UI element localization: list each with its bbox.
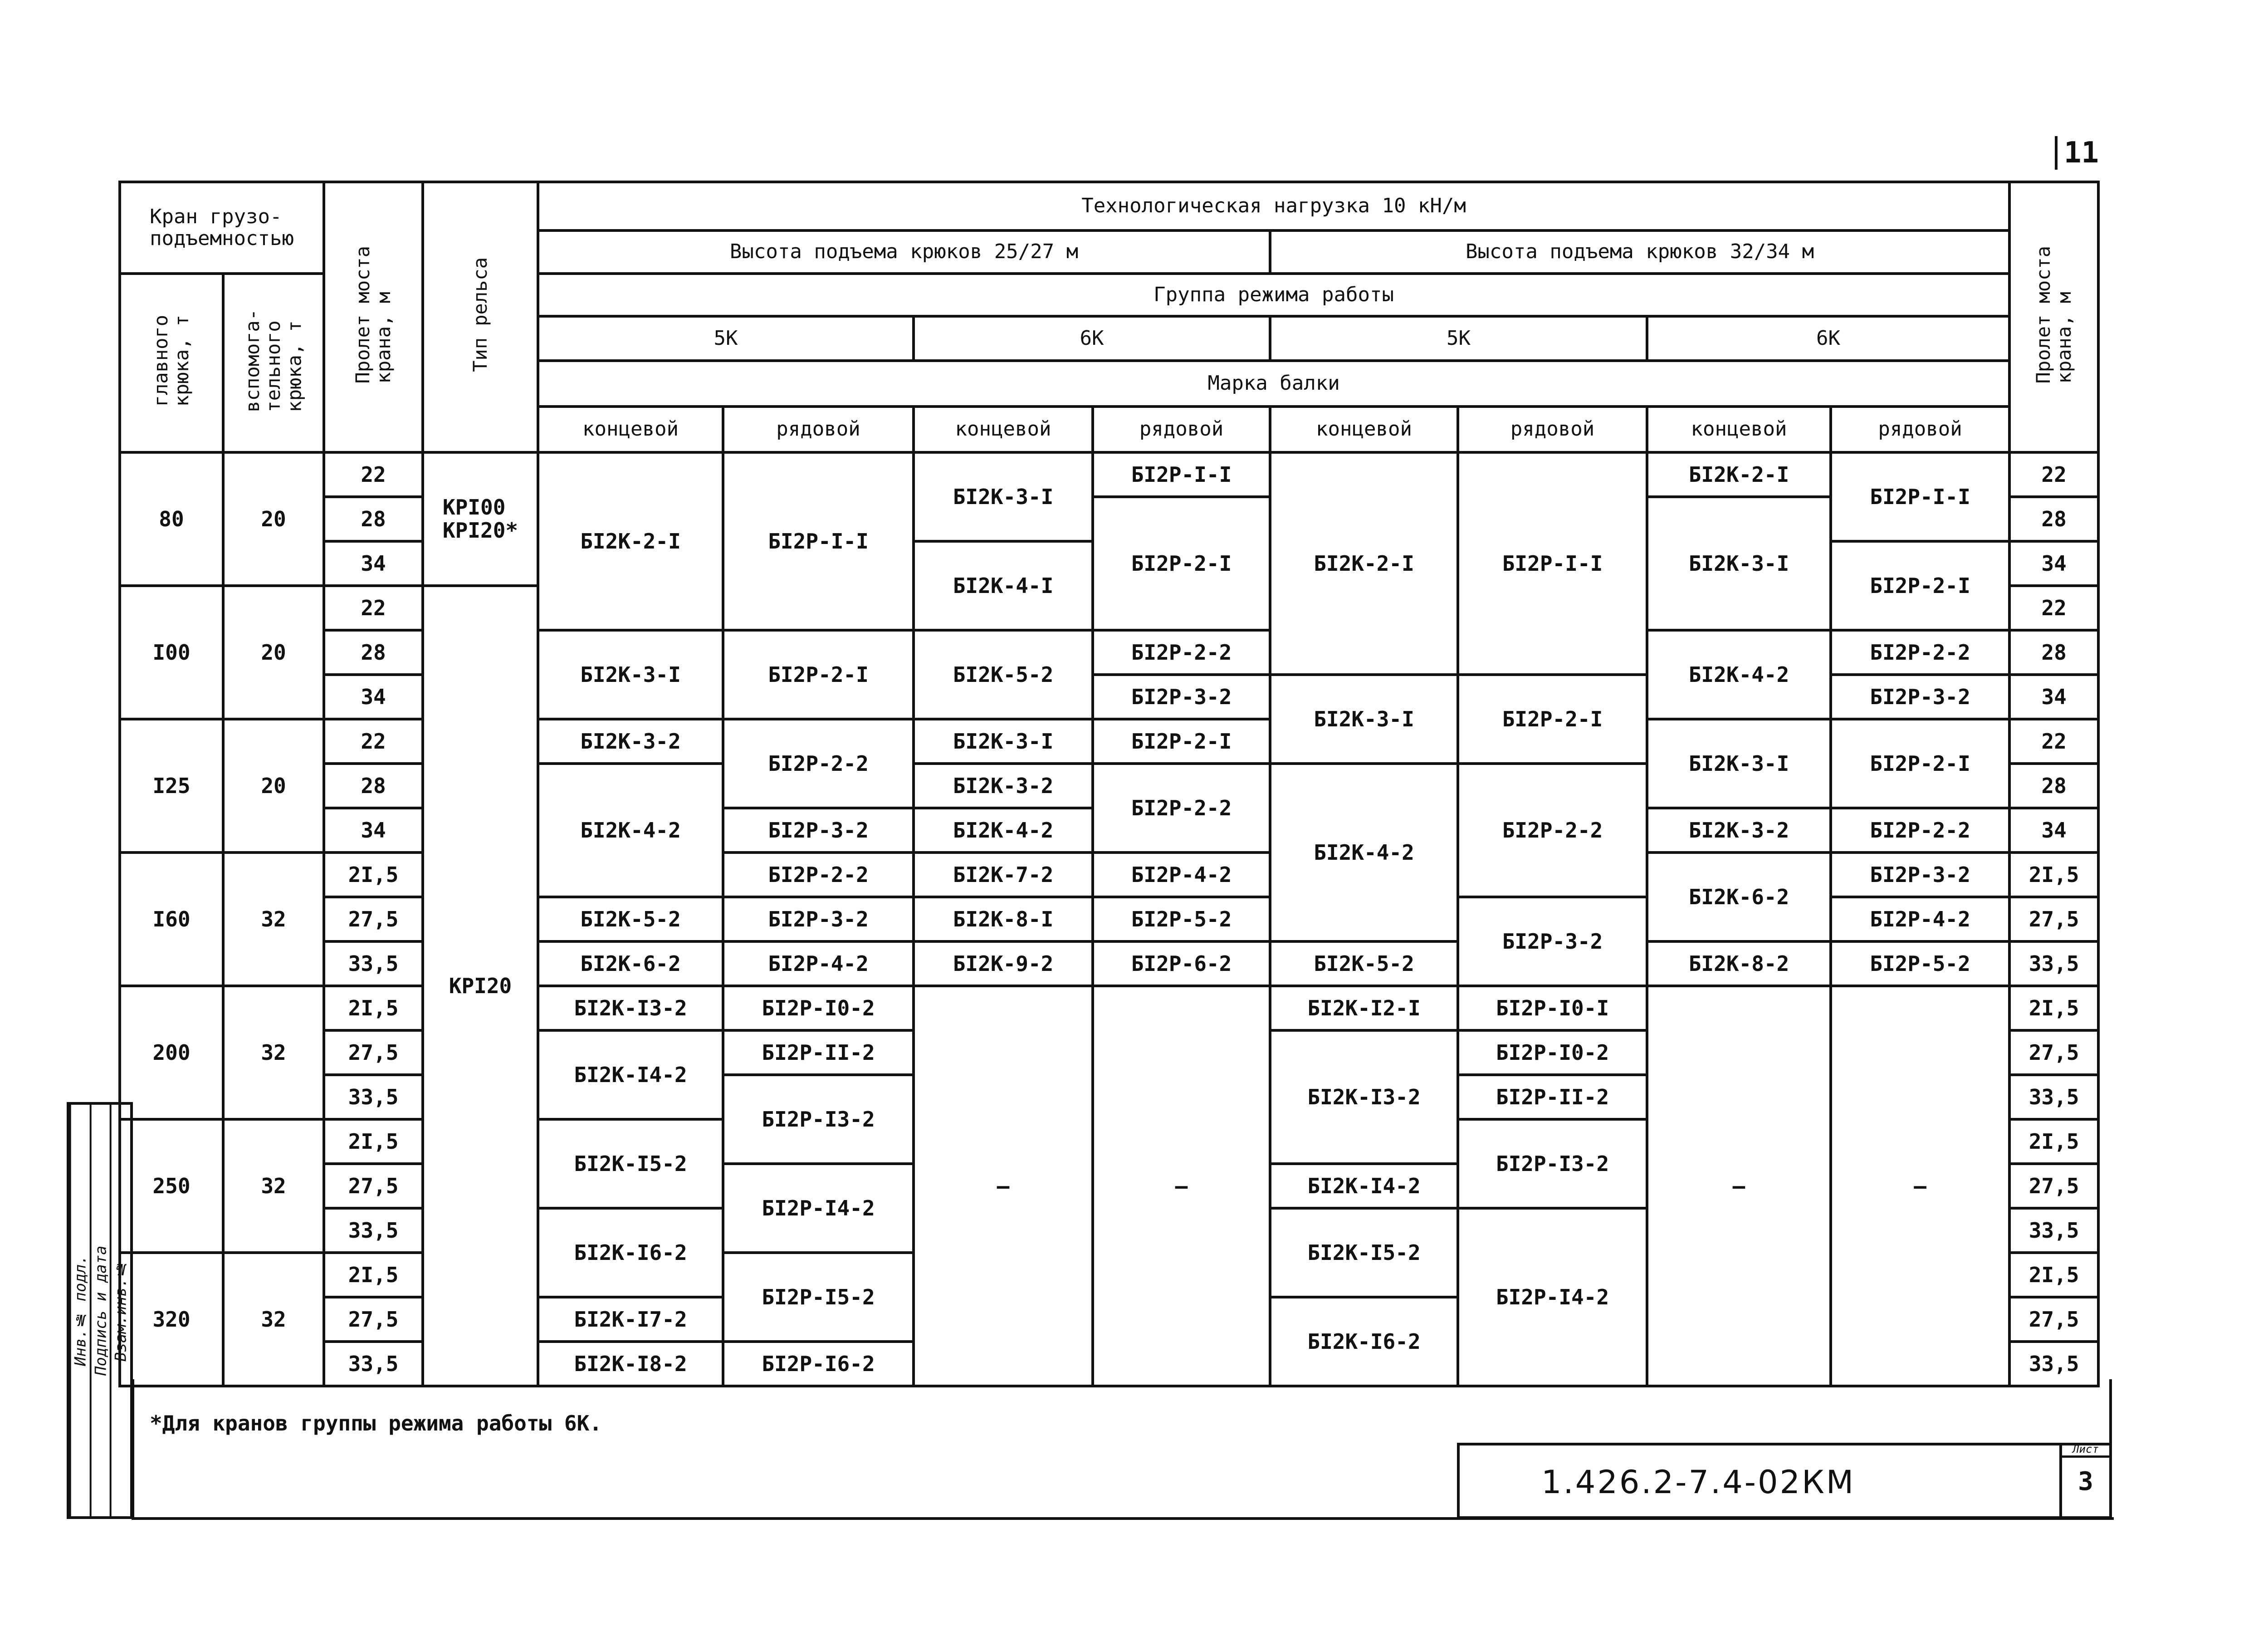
crane-span: 27,5 bbox=[324, 1030, 423, 1075]
end-beam-header: концевой bbox=[1270, 407, 1458, 452]
beam-mark: БI2Р-I3-2 bbox=[723, 1075, 914, 1164]
aux-hook-capacity: 32 bbox=[223, 852, 324, 986]
aux-hook-capacity: 32 bbox=[223, 1119, 324, 1253]
crane-span-right: 34 bbox=[2009, 675, 2098, 719]
beam-mark: БI2К-5-2 bbox=[914, 630, 1093, 719]
main-hook-capacity: I25 bbox=[120, 719, 223, 852]
beam-mark: БI2К-5-2 bbox=[538, 897, 723, 941]
height-32-34-header: Высота подъема крюков 32/34 м bbox=[1270, 230, 2009, 274]
crane-span: 34 bbox=[324, 541, 423, 586]
crane-span: 33,5 bbox=[324, 1208, 423, 1253]
rail-type: КРI00 КРI20* bbox=[423, 452, 538, 586]
beam-mark: БI2К-I7-2 bbox=[538, 1297, 723, 1342]
group-6k-header: 6К bbox=[914, 316, 1270, 361]
beam-mark: БI2Р-3-2 bbox=[723, 897, 914, 941]
beam-mark: БI2К-8-2 bbox=[1647, 941, 1831, 986]
crane-span-right: 2I,5 bbox=[2009, 1119, 2098, 1164]
span-header-right: Пролет моста крана, м bbox=[2009, 182, 2098, 452]
crane-span: 33,5 bbox=[324, 941, 423, 986]
beam-mark: БI2К-3-2 bbox=[1647, 808, 1831, 852]
not-applicable-dash: — bbox=[1647, 986, 1831, 1386]
main-hook-capacity: 80 bbox=[120, 452, 223, 586]
beam-mark: БI2Р-2-I bbox=[1093, 719, 1270, 764]
beam-mark: БI2К-4-2 bbox=[914, 808, 1093, 852]
sheet-number: 3 bbox=[2078, 1467, 2093, 1496]
aux-hook-header: вспомога- тельного крюка, т bbox=[223, 274, 324, 452]
beam-mark: БI2К-3-I bbox=[914, 452, 1093, 541]
aux-hook-capacity: 20 bbox=[223, 452, 324, 586]
beam-mark: БI2К-3-I bbox=[914, 719, 1093, 764]
rail-type-header: Тип рельса bbox=[423, 182, 538, 452]
beam-mark: БI2Р-2-2 bbox=[1831, 808, 2009, 852]
main-hook-capacity: I00 bbox=[120, 586, 223, 719]
beam-mark: БI2Р-3-2 bbox=[1831, 675, 2009, 719]
beam-mark: БI2Р-I-I bbox=[723, 452, 914, 630]
beam-mark: БI2Р-I4-2 bbox=[723, 1164, 914, 1253]
not-applicable-dash: — bbox=[1831, 986, 2009, 1386]
crane-span-right: 27,5 bbox=[2009, 1030, 2098, 1075]
beam-mark: БI2К-I3-2 bbox=[1270, 1030, 1458, 1164]
main-hook-capacity: I60 bbox=[120, 852, 223, 986]
crane-span-right: 22 bbox=[2009, 452, 2098, 497]
beam-mark: БI2Р-3-2 bbox=[1093, 675, 1270, 719]
crane-span: 33,5 bbox=[324, 1075, 423, 1119]
crane-capacity-header: Кран грузо- подъемностью bbox=[120, 182, 324, 274]
sheet-label: Лист bbox=[2062, 1443, 2109, 1458]
beam-mark: БI2К-I8-2 bbox=[538, 1342, 723, 1386]
beam-mark: БI2Р-I0-2 bbox=[1458, 1030, 1647, 1075]
beam-mark: БI2Р-2-2 bbox=[723, 852, 914, 897]
beam-mark: БI2Р-I-I bbox=[1093, 452, 1270, 497]
beam-mark-header: Марка балки bbox=[538, 361, 2009, 407]
beam-mark: БI2К-3-I bbox=[538, 630, 723, 719]
beam-mark: БI2Р-4-2 bbox=[1831, 897, 2009, 941]
beam-mark: БI2К-2-I bbox=[1270, 452, 1458, 675]
height-25-27-header: Высота подъема крюков 25/27 м bbox=[538, 230, 1270, 274]
duty-group-header: Группа режима работы bbox=[538, 274, 2009, 316]
replacement-inventory-label: Взам.инв.№ bbox=[110, 1105, 130, 1516]
not-applicable-dash: — bbox=[1093, 986, 1270, 1386]
beam-mark: БI2К-3-2 bbox=[538, 719, 723, 764]
crane-span-right: 34 bbox=[2009, 808, 2098, 852]
not-applicable-dash: — bbox=[914, 986, 1093, 1386]
crane-span: 27,5 bbox=[324, 897, 423, 941]
end-beam-header: концевой bbox=[914, 407, 1093, 452]
crane-span-right: 28 bbox=[2009, 630, 2098, 675]
main-hook-header: главного крюка, т bbox=[120, 274, 223, 452]
beam-mark: БI2Р-2-I bbox=[723, 630, 914, 719]
row-beam-header: рядовой bbox=[723, 407, 914, 452]
crane-span: 28 bbox=[324, 764, 423, 808]
beam-mark: БI2К-2-I bbox=[538, 452, 723, 630]
beam-mark: БI2Р-I0-2 bbox=[723, 986, 914, 1030]
beam-mark: БI2Р-2-I bbox=[1831, 541, 2009, 630]
beam-mark: БI2Р-2-2 bbox=[723, 719, 914, 808]
beam-mark: БI2К-3-I bbox=[1647, 719, 1831, 808]
beam-mark: БI2К-3-2 bbox=[914, 764, 1093, 808]
crane-span: 33,5 bbox=[324, 1342, 423, 1386]
aux-hook-capacity: 32 bbox=[223, 986, 324, 1119]
beam-mark: БI2Р-I0-I bbox=[1458, 986, 1647, 1030]
beam-mark: БI2Р-2-I bbox=[1093, 497, 1270, 630]
beam-mark: БI2К-8-I bbox=[914, 897, 1093, 941]
beam-mark: БI2Р-3-2 bbox=[1458, 897, 1647, 986]
crane-span-right: 27,5 bbox=[2009, 1164, 2098, 1208]
beam-mark: БI2Р-3-2 bbox=[723, 808, 914, 852]
crane-span: 28 bbox=[324, 630, 423, 675]
table-row bbox=[120, 941, 2098, 986]
crane-span-right: 33,5 bbox=[2009, 1208, 2098, 1253]
row-beam-header: рядовой bbox=[1458, 407, 1647, 452]
tech-load-header: Технологическая нагрузка 10 кН/м bbox=[538, 182, 2009, 230]
beam-mark: БI2Р-2-2 bbox=[1458, 764, 1647, 897]
span-header: Пролет моста крана, м bbox=[324, 182, 423, 452]
crane-span: 2I,5 bbox=[324, 986, 423, 1030]
beam-mark: БI2К-9-2 bbox=[914, 941, 1093, 986]
beam-mark: БI2Р-2-I bbox=[1458, 675, 1647, 764]
side-stamp-strip bbox=[67, 1102, 133, 1519]
main-hook-capacity: 200 bbox=[120, 986, 223, 1119]
crane-span: 27,5 bbox=[324, 1164, 423, 1208]
beam-mark: БI2К-4-2 bbox=[1647, 630, 1831, 719]
beam-mark: БI2Р-2-2 bbox=[1093, 764, 1270, 852]
crane-span: 34 bbox=[324, 808, 423, 852]
beam-mark: БI2Р-I5-2 bbox=[723, 1253, 914, 1342]
beam-mark: БI2Р-II-2 bbox=[1458, 1075, 1647, 1119]
beam-mark: БI2К-6-2 bbox=[1647, 852, 1831, 941]
crane-span: 34 bbox=[324, 675, 423, 719]
beam-mark: БI2Р-I6-2 bbox=[723, 1342, 914, 1386]
beam-mark: БI2Р-6-2 bbox=[1093, 941, 1270, 986]
beam-mark: БI2Р-4-2 bbox=[723, 941, 914, 986]
table-row bbox=[120, 852, 2098, 897]
title-block bbox=[1457, 1443, 2112, 1519]
table-row bbox=[120, 719, 2098, 764]
beam-mark: БI2Р-I4-2 bbox=[1458, 1208, 1647, 1386]
crane-span-right: 2I,5 bbox=[2009, 1253, 2098, 1297]
beam-mark: БI2К-5-2 bbox=[1270, 941, 1458, 986]
crane-span-right: 22 bbox=[2009, 719, 2098, 764]
beam-mark: БI2К-2-I bbox=[1647, 452, 1831, 497]
beam-mark: БI2Р-I-I bbox=[1458, 452, 1647, 675]
beam-mark: БI2Р-I-I bbox=[1831, 452, 2009, 541]
beam-mark: БI2К-I5-2 bbox=[1270, 1208, 1458, 1297]
beam-mark: БI2К-I6-2 bbox=[538, 1208, 723, 1297]
beam-mark: БI2Р-II-2 bbox=[723, 1030, 914, 1075]
beam-mark: БI2Р-4-2 bbox=[1093, 852, 1270, 897]
crane-span-right: 33,5 bbox=[2009, 1342, 2098, 1386]
beam-mark: БI2Р-2-2 bbox=[1831, 630, 2009, 675]
inventory-number-label: Инв.№ подл. bbox=[69, 1105, 90, 1516]
beam-mark: БI2К-6-2 bbox=[538, 941, 723, 986]
crane-span-right: 33,5 bbox=[2009, 1075, 2098, 1119]
crane-span-right: 2I,5 bbox=[2009, 986, 2098, 1030]
beam-mark: БI2К-I6-2 bbox=[1270, 1297, 1458, 1386]
end-beam-header: концевой bbox=[1647, 407, 1831, 452]
signature-date-label: Подпись и дата bbox=[90, 1105, 110, 1516]
aux-hook-capacity: 32 bbox=[223, 1253, 324, 1386]
beam-mark: БI2К-I5-2 bbox=[538, 1119, 723, 1208]
table-row bbox=[120, 630, 2098, 675]
crane-span: 2I,5 bbox=[324, 1253, 423, 1297]
beam-mark: БI2Р-5-2 bbox=[1831, 941, 2009, 986]
crane-span: 28 bbox=[324, 497, 423, 541]
beam-mark: БI2К-4-2 bbox=[538, 764, 723, 897]
beam-mark: БI2К-I2-I bbox=[1270, 986, 1458, 1030]
rail-type: КРI20 bbox=[423, 586, 538, 1386]
beam-mark: БI2К-3-I bbox=[1647, 497, 1831, 630]
beam-mark: БI2К-4-I bbox=[914, 541, 1093, 630]
crane-span: 27,5 bbox=[324, 1297, 423, 1342]
group-5k-header: 5К bbox=[538, 316, 914, 361]
row-beam-header: рядовой bbox=[1831, 407, 2009, 452]
crane-span-right: 28 bbox=[2009, 497, 2098, 541]
crane-span-right: 22 bbox=[2009, 586, 2098, 630]
footnote: *Для кранов группы режима работы 6К. bbox=[150, 1411, 602, 1435]
crane-span: 22 bbox=[324, 586, 423, 630]
beam-mark: БI2К-3-I bbox=[1270, 675, 1458, 764]
beam-mark: БI2К-4-2 bbox=[1270, 764, 1458, 941]
beam-mark: БI2К-I3-2 bbox=[538, 986, 723, 1030]
beam-mark: БI2К-I4-2 bbox=[538, 1030, 723, 1119]
page-number: 11 bbox=[2055, 136, 2099, 170]
crane-span-right: 28 bbox=[2009, 764, 2098, 808]
document-code: 1.426.2-7.4-02КМ bbox=[1541, 1464, 1856, 1501]
crane-span-right: 33,5 bbox=[2009, 941, 2098, 986]
table-row bbox=[120, 986, 2098, 1030]
group-6k-header: 6К bbox=[1647, 316, 2009, 361]
main-hook-capacity: 320 bbox=[120, 1253, 223, 1386]
beam-mark: БI2Р-I3-2 bbox=[1458, 1119, 1647, 1208]
aux-hook-capacity: 20 bbox=[223, 586, 324, 719]
beam-selection-table bbox=[118, 181, 2100, 1387]
crane-span: 22 bbox=[324, 452, 423, 497]
crane-span-right: 27,5 bbox=[2009, 897, 2098, 941]
beam-mark: БI2Р-2-I bbox=[1831, 719, 2009, 808]
crane-span: 2I,5 bbox=[324, 852, 423, 897]
beam-mark: БI2К-I4-2 bbox=[1270, 1164, 1458, 1208]
crane-span-right: 34 bbox=[2009, 541, 2098, 586]
crane-span: 22 bbox=[324, 719, 423, 764]
beam-mark: БI2К-7-2 bbox=[914, 852, 1093, 897]
sheet-box bbox=[2059, 1443, 2109, 1519]
group-5k-header: 5К bbox=[1270, 316, 1647, 361]
beam-mark: БI2Р-5-2 bbox=[1093, 897, 1270, 941]
table-row bbox=[120, 497, 2098, 541]
row-beam-header: рядовой bbox=[1093, 407, 1270, 452]
beam-mark: БI2Р-2-2 bbox=[1093, 630, 1270, 675]
table-row bbox=[120, 452, 2098, 497]
end-beam-header: концевой bbox=[538, 407, 723, 452]
beam-mark: БI2Р-3-2 bbox=[1831, 852, 2009, 897]
crane-span-right: 2I,5 bbox=[2009, 852, 2098, 897]
aux-hook-capacity: 20 bbox=[223, 719, 324, 852]
main-hook-capacity: 250 bbox=[120, 1119, 223, 1253]
crane-span: 2I,5 bbox=[324, 1119, 423, 1164]
crane-span-right: 27,5 bbox=[2009, 1297, 2098, 1342]
